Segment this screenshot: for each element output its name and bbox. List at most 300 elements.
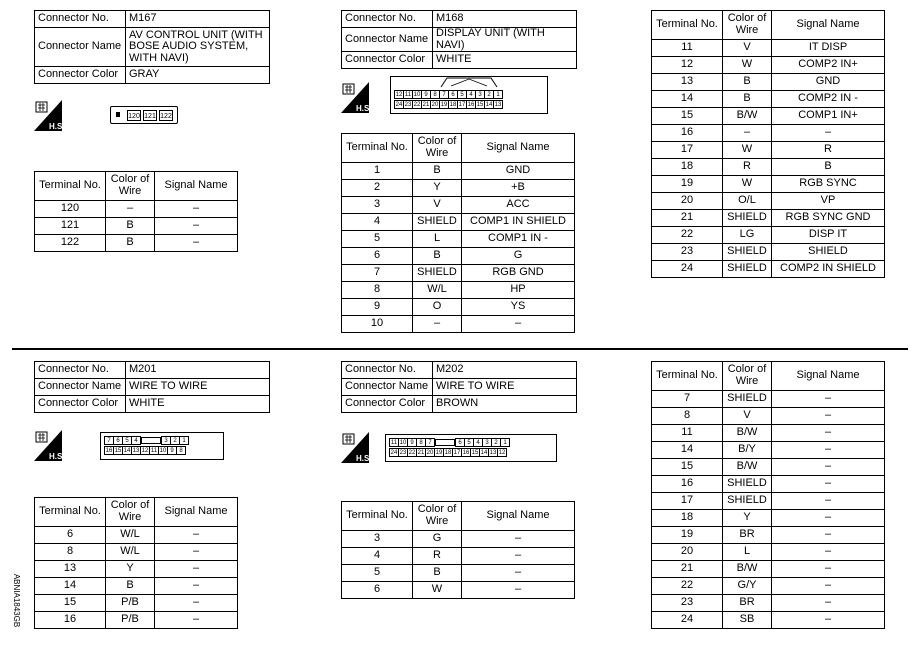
terminal-no-cell: 24	[652, 261, 723, 278]
terminal-no-cell: 14	[35, 578, 106, 595]
connector-pin: 24	[395, 102, 403, 108]
signal-name-cell: DISP IT	[772, 227, 885, 244]
terminal-no-cell: 1	[342, 163, 413, 180]
connector-pin: 6	[455, 438, 465, 447]
wire-color-cell: W	[723, 142, 772, 159]
signal-name-cell: ACC	[462, 197, 575, 214]
wire-color-cell: BR	[723, 527, 772, 544]
terminal-row	[35, 218, 238, 235]
wire-color-cell: P/B	[106, 612, 155, 629]
signal-name-cell: –	[772, 595, 885, 612]
color-of-wire-header: Color of Wire	[106, 498, 155, 527]
terminal-no-cell: 20	[652, 544, 723, 561]
wire-color-cell: B	[106, 218, 155, 235]
figure-code: ABNIA1843GB	[12, 573, 22, 628]
terminal-no-cell: 15	[652, 108, 723, 125]
connector-color-label: Connector Color	[35, 396, 126, 413]
connector-pin: 1	[493, 90, 503, 99]
connector-no-label: Connector No.	[35, 362, 126, 379]
connector-pin: 2	[491, 438, 501, 447]
wire-color-cell: Y	[723, 510, 772, 527]
wire-color-cell: W	[723, 176, 772, 193]
signal-name-cell: VP	[772, 193, 885, 210]
connector-pin: 21	[417, 450, 425, 456]
signal-name-cell: –	[772, 425, 885, 442]
connector-pin: 15	[476, 102, 484, 108]
signal-name-cell: –	[155, 218, 238, 235]
connector-pin: 14	[485, 102, 493, 108]
connector-info-m167	[34, 10, 270, 84]
terminal-row	[342, 531, 575, 548]
terminal-no-cell: 16	[652, 476, 723, 493]
connector-pin: 3	[161, 436, 171, 445]
connector-pin: 12	[498, 450, 506, 456]
wire-color-cell: SHIELD	[723, 244, 772, 261]
terminal-row	[652, 561, 885, 578]
connector-pin: 7	[104, 436, 114, 445]
terminal-row	[652, 510, 885, 527]
terminal-row	[652, 91, 885, 108]
connector-pin: 23	[404, 102, 412, 108]
signal-name-cell: +B	[462, 180, 575, 197]
terminal-row	[652, 176, 885, 193]
signal-name-cell: RGB SYNC GND	[772, 210, 885, 227]
terminal-no-cell: 19	[652, 176, 723, 193]
signal-name-cell: COMP1 IN SHIELD	[462, 214, 575, 231]
terminal-no-cell: 13	[35, 561, 106, 578]
terminal-no-header: Terminal No.	[342, 502, 413, 531]
signal-name-cell: –	[772, 493, 885, 510]
signal-name-cell: –	[155, 612, 238, 629]
connector-color-value: WHITE	[433, 52, 577, 69]
connector-pin: 5	[457, 90, 467, 99]
wire-color-cell: SB	[723, 612, 772, 629]
terminal-no-cell: 14	[652, 91, 723, 108]
terminal-no-cell: 15	[652, 459, 723, 476]
terminal-row	[342, 197, 575, 214]
connector-pin: 13	[494, 102, 502, 108]
connector-color-value: BROWN	[433, 396, 577, 413]
connector-pin: 22	[408, 450, 416, 456]
terminal-row	[652, 391, 885, 408]
terminal-row	[652, 612, 885, 629]
terminal-no-cell: 8	[652, 408, 723, 425]
signal-name-cell: –	[772, 612, 885, 629]
wire-color-cell: W/L	[413, 282, 462, 299]
harness-side-icon	[341, 432, 372, 463]
connector-info-m202	[341, 361, 577, 413]
connector-pin: 12	[395, 92, 403, 98]
signal-name-header: Signal Name	[772, 362, 885, 391]
hs-label: H.S.	[49, 452, 65, 461]
connector-name-value: DISPLAY UNIT (WITH NAVI)	[433, 28, 577, 52]
signal-name-cell: –	[772, 459, 885, 476]
terminal-no-cell: 8	[342, 282, 413, 299]
signal-name-cell: IT DISP	[772, 40, 885, 57]
signal-name-cell: –	[772, 544, 885, 561]
terminal-no-cell: 11	[652, 425, 723, 442]
terminal-row	[35, 544, 238, 561]
terminal-row	[342, 548, 575, 565]
signal-name-cell: –	[155, 561, 238, 578]
terminal-no-cell: 23	[652, 244, 723, 261]
wire-color-cell: Y	[106, 561, 155, 578]
wire-color-cell: SHIELD	[413, 265, 462, 282]
terminal-no-cell: 12	[652, 57, 723, 74]
terminal-table-m168-b	[651, 10, 885, 278]
terminal-no-cell: 23	[652, 595, 723, 612]
terminal-row	[35, 578, 238, 595]
wire-color-cell: SHIELD	[723, 493, 772, 510]
signal-name-cell: COMP1 IN+	[772, 108, 885, 125]
wire-color-cell: R	[413, 548, 462, 565]
terminal-row	[652, 125, 885, 142]
connector-pin: 18	[449, 102, 457, 108]
connector-pin: 9	[407, 438, 417, 447]
signal-name-cell: –	[155, 544, 238, 561]
signal-name-cell: –	[462, 316, 575, 333]
wire-color-cell: SHIELD	[723, 210, 772, 227]
wire-color-cell: B/W	[723, 108, 772, 125]
terminal-row	[342, 214, 575, 231]
terminal-row	[342, 316, 575, 333]
signal-name-cell: –	[772, 510, 885, 527]
connector-no-value: M202	[433, 362, 577, 379]
signal-name-header: Signal Name	[155, 498, 238, 527]
harness-side-icon	[341, 82, 372, 113]
connector-color-value: GRAY	[126, 67, 270, 84]
signal-name-cell: COMP2 IN+	[772, 57, 885, 74]
wire-color-cell: L	[413, 231, 462, 248]
terminal-row	[342, 582, 575, 599]
connector-pin: 18	[444, 450, 452, 456]
connector-pin: 19	[440, 102, 448, 108]
signal-name-cell: –	[155, 201, 238, 218]
connector-pin: 120	[127, 110, 141, 121]
terminal-no-cell: 15	[35, 595, 106, 612]
terminal-no-cell: 8	[35, 544, 106, 561]
terminal-no-header: Terminal No.	[35, 172, 106, 201]
connector-pin: 11	[390, 440, 398, 446]
wire-color-cell: –	[723, 125, 772, 142]
connector-no-value: M167	[126, 11, 270, 28]
terminal-no-cell: 5	[342, 231, 413, 248]
connector-pin: 13	[132, 448, 140, 454]
terminal-row	[35, 612, 238, 629]
wire-color-cell: V	[723, 40, 772, 57]
signal-name-cell: –	[772, 476, 885, 493]
connector-pin: 11	[150, 448, 158, 454]
terminal-row	[342, 299, 575, 316]
connector-name-label: Connector Name	[35, 379, 126, 396]
wire-color-cell: –	[413, 316, 462, 333]
terminal-no-cell: 19	[652, 527, 723, 544]
wire-color-cell: –	[106, 201, 155, 218]
connector-pin: 10	[413, 92, 421, 98]
connector-diagram-m167	[110, 106, 178, 124]
connector-pin: 8	[430, 90, 440, 99]
connector-pin: 19	[435, 450, 443, 456]
terminal-no-cell: 11	[652, 40, 723, 57]
section-divider	[12, 348, 908, 350]
wire-color-cell: B	[106, 235, 155, 252]
color-of-wire-header: Color of Wire	[106, 172, 155, 201]
connector-pin: 5	[122, 436, 132, 445]
terminal-row	[342, 265, 575, 282]
signal-name-header: Signal Name	[462, 502, 575, 531]
terminal-row	[342, 180, 575, 197]
connector-pin: 122	[159, 110, 173, 121]
connector-pin: 8	[416, 438, 426, 447]
connector-pin: 3	[482, 438, 492, 447]
connector-pin: 10	[159, 448, 167, 454]
connector-pin: 1	[500, 438, 510, 447]
terminal-no-cell: 6	[35, 527, 106, 544]
wire-color-cell: O/L	[723, 193, 772, 210]
terminal-no-cell: 10	[342, 316, 413, 333]
connector-pin: 7	[439, 90, 449, 99]
connector-name-label: Connector Name	[342, 379, 433, 396]
terminal-no-cell: 3	[342, 197, 413, 214]
signal-name-cell: COMP2 IN -	[772, 91, 885, 108]
wire-color-cell: L	[723, 544, 772, 561]
signal-name-header: Signal Name	[772, 11, 885, 40]
signal-name-cell: –	[772, 527, 885, 544]
signal-name-cell: RGB SYNC	[772, 176, 885, 193]
terminal-table-m168-a	[341, 133, 575, 333]
terminal-no-header: Terminal No.	[652, 11, 723, 40]
terminal-no-cell: 9	[342, 299, 413, 316]
signal-name-cell: G	[462, 248, 575, 265]
wire-color-cell: B	[413, 248, 462, 265]
wire-color-cell: V	[723, 408, 772, 425]
connector-pin: 22	[413, 102, 421, 108]
terminal-no-cell: 121	[35, 218, 106, 235]
connector-pin: 21	[422, 102, 430, 108]
connector-diagram-m202	[385, 434, 557, 462]
connector-pin: 2	[484, 90, 494, 99]
connector-no-label: Connector No.	[342, 11, 433, 28]
terminal-no-cell: 21	[652, 561, 723, 578]
wire-color-cell: B	[413, 565, 462, 582]
connector-no-value: M201	[126, 362, 270, 379]
terminal-row	[342, 565, 575, 582]
connector-no-value: M168	[433, 11, 577, 28]
terminal-no-header: Terminal No.	[35, 498, 106, 527]
signal-name-cell: YS	[462, 299, 575, 316]
connector-info-m168	[341, 10, 577, 69]
connector-pin: 17	[453, 450, 461, 456]
signal-name-header: Signal Name	[155, 172, 238, 201]
connector-pin: 17	[458, 102, 466, 108]
terminal-row	[652, 57, 885, 74]
terminal-row	[652, 425, 885, 442]
wire-color-cell: B/W	[723, 459, 772, 476]
wire-color-cell: SHIELD	[413, 214, 462, 231]
connector-pin: 6	[113, 436, 123, 445]
wire-color-cell: O	[413, 299, 462, 316]
connector-pin: 4	[466, 90, 476, 99]
terminal-row	[652, 527, 885, 544]
terminal-row	[652, 578, 885, 595]
terminal-row	[652, 210, 885, 227]
terminal-no-cell: 13	[652, 74, 723, 91]
terminal-row	[342, 231, 575, 248]
connector-key	[434, 438, 456, 447]
terminal-row	[652, 74, 885, 91]
color-of-wire-header: Color of Wire	[723, 11, 772, 40]
wire-color-cell: V	[413, 197, 462, 214]
connector-pin: 121	[143, 110, 157, 121]
wire-color-cell: G	[413, 531, 462, 548]
wire-color-cell: BR	[723, 595, 772, 612]
terminal-row	[652, 40, 885, 57]
connector-pin: 16	[462, 450, 470, 456]
connector-pin: 9	[421, 90, 431, 99]
terminal-row	[342, 163, 575, 180]
terminal-row	[652, 595, 885, 612]
wire-color-cell: B/W	[723, 425, 772, 442]
connector-pin: 15	[471, 450, 479, 456]
connector-color-value: WHITE	[126, 396, 270, 413]
connector-pin: 16	[105, 448, 113, 454]
wire-color-cell: B	[723, 91, 772, 108]
terminal-no-cell: 14	[652, 442, 723, 459]
signal-name-cell: SHIELD	[772, 244, 885, 261]
terminal-no-cell: 18	[652, 510, 723, 527]
terminal-no-cell: 122	[35, 235, 106, 252]
terminal-no-cell: 18	[652, 159, 723, 176]
signal-name-cell: –	[462, 548, 575, 565]
terminal-no-cell: 2	[342, 180, 413, 197]
terminal-no-cell: 17	[652, 142, 723, 159]
color-of-wire-header: Color of Wire	[413, 502, 462, 531]
connector-pin: 20	[426, 450, 434, 456]
terminal-row	[342, 282, 575, 299]
connector-name-label: Connector Name	[35, 28, 126, 67]
terminal-no-cell: 21	[652, 210, 723, 227]
terminal-no-cell: 4	[342, 548, 413, 565]
signal-name-cell: COMP1 IN -	[462, 231, 575, 248]
terminal-no-header: Terminal No.	[342, 134, 413, 163]
terminal-row	[652, 493, 885, 510]
terminal-no-header: Terminal No.	[652, 362, 723, 391]
signal-name-cell: –	[155, 235, 238, 252]
connector-color-label: Connector Color	[342, 396, 433, 413]
terminal-no-cell: 7	[342, 265, 413, 282]
terminal-row	[652, 476, 885, 493]
terminal-row	[652, 108, 885, 125]
connector-diagram-m201	[100, 432, 224, 460]
connector-color-label: Connector Color	[35, 67, 126, 84]
color-of-wire-header: Color of Wire	[413, 134, 462, 163]
signal-name-cell: –	[462, 582, 575, 599]
terminal-row	[35, 235, 238, 252]
wire-color-cell: W/L	[106, 544, 155, 561]
terminal-no-cell: 17	[652, 493, 723, 510]
terminal-no-cell: 4	[342, 214, 413, 231]
terminal-no-cell: 3	[342, 531, 413, 548]
terminal-no-cell: 16	[35, 612, 106, 629]
terminal-row	[35, 595, 238, 612]
signal-name-cell: –	[155, 578, 238, 595]
terminal-row	[35, 527, 238, 544]
wire-color-cell: B	[723, 74, 772, 91]
signal-name-cell: –	[772, 561, 885, 578]
terminal-no-cell: 24	[652, 612, 723, 629]
connector-pin: 12	[141, 448, 149, 454]
terminal-row	[652, 244, 885, 261]
signal-name-cell: R	[772, 142, 885, 159]
connector-pin: 3	[475, 90, 485, 99]
connector-pin: 4	[473, 438, 483, 447]
terminal-no-cell: 16	[652, 125, 723, 142]
connector-name-label: Connector Name	[342, 28, 433, 52]
connector-no-label: Connector No.	[35, 11, 126, 28]
signal-name-cell: B	[772, 159, 885, 176]
wire-color-cell: W	[723, 57, 772, 74]
terminal-table-m202-b	[651, 361, 885, 629]
terminal-no-cell: 20	[652, 193, 723, 210]
connector-pin: 4	[131, 436, 141, 445]
wire-color-cell: SHIELD	[723, 391, 772, 408]
terminal-table-m201	[34, 497, 238, 629]
wire-color-cell: B/W	[723, 561, 772, 578]
hs-label: H.S.	[356, 104, 372, 113]
connector-name-value: WIRE TO WIRE	[433, 379, 577, 396]
connector-key	[140, 436, 162, 445]
signal-name-cell: GND	[772, 74, 885, 91]
connector-pin: 16	[467, 102, 475, 108]
connector-pin: 20	[431, 102, 439, 108]
connector-pin: 23	[399, 450, 407, 456]
signal-name-cell: –	[155, 595, 238, 612]
signal-name-cell: –	[772, 408, 885, 425]
connector-pin: 15	[114, 448, 122, 454]
signal-name-header: Signal Name	[462, 134, 575, 163]
wire-color-cell: SHIELD	[723, 261, 772, 278]
terminal-no-cell: 22	[652, 578, 723, 595]
connector-pin: 13	[489, 450, 497, 456]
signal-name-cell: –	[772, 125, 885, 142]
wire-color-cell: Y	[413, 180, 462, 197]
connector-pin: 7	[425, 438, 435, 447]
terminal-row	[652, 544, 885, 561]
wire-color-cell: W/L	[106, 527, 155, 544]
terminal-no-cell: 22	[652, 227, 723, 244]
connector-no-label: Connector No.	[342, 362, 433, 379]
signal-name-cell: –	[155, 527, 238, 544]
terminal-table-m167	[34, 171, 238, 252]
terminal-row	[652, 142, 885, 159]
connector-pin: 1	[179, 436, 189, 445]
terminal-no-cell: 7	[652, 391, 723, 408]
connector-pin: 2	[170, 436, 180, 445]
wire-color-cell: R	[723, 159, 772, 176]
wire-color-cell: B/Y	[723, 442, 772, 459]
signal-name-cell: –	[462, 565, 575, 582]
terminal-row	[652, 459, 885, 476]
connector-pin: 6	[448, 90, 458, 99]
connector-pin: 10	[399, 440, 407, 446]
signal-name-cell: GND	[462, 163, 575, 180]
terminal-no-cell: 6	[342, 248, 413, 265]
wire-color-cell: B	[413, 163, 462, 180]
terminal-row	[35, 201, 238, 218]
connector-diagram-m168	[390, 76, 548, 114]
signal-name-cell: –	[772, 391, 885, 408]
terminal-no-cell: 5	[342, 565, 413, 582]
